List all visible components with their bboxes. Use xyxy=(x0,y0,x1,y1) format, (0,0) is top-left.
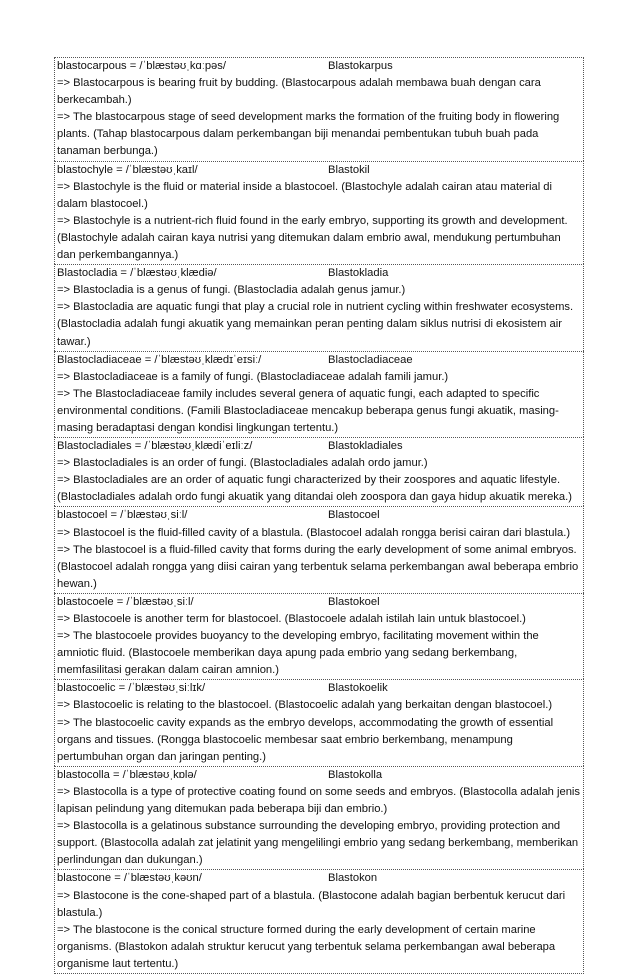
entry-term: blastocoelic = /ˈblæstəʊˌsiːlɪk/ xyxy=(57,682,206,695)
entry-term: Blastocladia = /ˈblæstəʊˌklædiə/ xyxy=(57,267,217,280)
entry-definition-1: => Blastocoel is the fluid-filled cavity of a blastula. (Blastocoel adalah rongga berisi cairan dari blastula.) xyxy=(57,526,571,539)
entry-header xyxy=(57,58,581,75)
entry-header xyxy=(57,870,581,887)
glossary-entry xyxy=(54,506,584,592)
entry-definition-1: => Blastocladiales is an order of fungi. (Blastocladiales adalah ordo jamur.) xyxy=(57,457,428,470)
glossary-entry xyxy=(54,766,584,870)
entry-term: blastocone = /ˈblæstəʊˌkəʊn/ xyxy=(57,872,202,885)
entry-translation: Blastokolla xyxy=(328,768,383,781)
entry-translation: Blastocladiaceae xyxy=(328,353,413,366)
entry-definition-2: => The blastocarpous stage of seed development marks the formation of the fruiting body in flowering plants. (Tahap blastocarpous dalam perkembangan biji menandai pembentukan tubuh buah pada tanaman berbunga.) xyxy=(57,111,560,158)
glossary-entry xyxy=(54,161,584,265)
entry-translation: Blastokladiales xyxy=(328,440,403,453)
entry-definition-1: => Blastochyle is the fluid or material inside a blastocoel. (Blastochyle adalah cairan atau material di dalam blastocoel.) xyxy=(57,180,553,210)
entry-translation: Blastokon xyxy=(328,872,378,885)
entry-header xyxy=(57,352,581,369)
entry-term: blastocoele = /ˈblæstəʊˌsiːl/ xyxy=(57,595,194,608)
entry-translation: Blastokoelik xyxy=(328,682,388,695)
glossary-entry xyxy=(54,264,584,350)
entry-header xyxy=(57,594,581,611)
entry-term: blastocoel = /ˈblæstəʊˌsiːl/ xyxy=(57,509,188,522)
glossary-entry xyxy=(54,351,584,437)
entry-definition-2: => Blastocladiales are an order of aquatic fungi characterized by their zoospores and aquatic lifestyle. (Blastocladiales adalah ordo fungi akuatik yang ditandai oleh zoospora dan gaya hidup akuatik mereka.) xyxy=(57,474,572,504)
entry-term: blastochyle = /ˈblæstəʊˌkaɪl/ xyxy=(57,163,198,176)
glossary-page xyxy=(54,57,584,974)
entry-term: Blastocladiaceae = /ˈblæstəʊˌklædɪˈeɪsiː/ xyxy=(57,353,262,366)
glossary-entry xyxy=(54,679,584,765)
entry-definition-2: => Blastocolla is a gelatinous substance surrounding the developing embryo, providing protection and support. (Blastocolla adalah zat jelatinit yang mengelilingi embrio yang sedang berkembang, memberikan perlindungan dan dukungan.) xyxy=(57,820,579,867)
entry-header xyxy=(57,162,581,179)
entry-definition-2: => The blastocoel is a fluid-filled cavity that forms during the early development of some animal embryos. (Blastocoel adalah rongga yang diisi cairan yang terbentuk selama perkembangan awal beberapa embrio hewan.) xyxy=(57,543,579,590)
entry-definition-1: => Blastocoelic is relating to the blastocoel. (Blastocoelic adalah yang berkaitan dengan blastocoel.) xyxy=(57,699,553,712)
entry-translation: Blastokoel xyxy=(328,595,380,608)
entry-term: Blastocladiales = /ˈblæstəʊˌklædiˈeɪliːz/ xyxy=(57,440,253,453)
entry-header xyxy=(57,507,581,524)
entry-header xyxy=(57,767,581,784)
glossary-entry xyxy=(54,57,584,161)
entry-definition-1: => Blastocolla is a type of protective coating found on some seeds and embryos. (Blastocolla adalah jenis lapisan pelindung yang ditemukan pada beberapa biji dan embrio.) xyxy=(57,785,581,816)
entry-definition-2: => The blastocoelic cavity expands as the embryo develops, accommodating the growth of essential organs and tissues. (Rongga blastocoelic membesar saat embrio berkembang, menampung pertumbuhan organ dan jaringan penting.) xyxy=(57,716,554,763)
entry-translation: Blastokladia xyxy=(328,267,389,280)
glossary-entry xyxy=(54,593,584,679)
glossary-entry xyxy=(54,869,584,974)
entry-definition-2: => Blastochyle is a nutrient-rich fluid found in the early embryo, supporting its growth and development. (Blastochyle adalah cairan kaya nutrisi yang ditemukan dalam embrio awal, mendukung pertumbuhan dan perkembangannya.) xyxy=(57,214,568,262)
entry-header xyxy=(57,438,581,455)
entry-definition-1: => Blastocoele is another term for blastocoel. (Blastocoele adalah istilah lain untuk blastocoel.) xyxy=(57,613,526,625)
entry-header xyxy=(57,680,581,697)
entry-definition-1: => Blastocone is the cone-shaped part of a blastula. (Blastocone adalah bagian berbentuk kerucut dari blastula.) xyxy=(57,889,566,919)
entry-definition-1: => Blastocladiaceae is a family of fungi. (Blastocladiaceae adalah famili jamur.) xyxy=(57,370,449,383)
entry-translation: Blastokarpus xyxy=(328,60,393,72)
entry-definition-1: => Blastocarpous is bearing fruit by budding. (Blastocarpous adalah membawa buah dengan cara berkecambah.) xyxy=(57,77,541,107)
entry-term: blastocolla = /ˈblæstəʊˌkɒlə/ xyxy=(57,768,197,781)
glossary-entry xyxy=(54,437,584,506)
entry-definition-2: => The blastocone is the conical structure formed during the early development of certain marine organisms. (Blastokon adalah struktur kerucut yang terbentuk selama perkembangan awal beberapa organisme laut tertentu.) xyxy=(57,923,556,970)
entry-header xyxy=(57,265,581,282)
entry-translation: Blastokil xyxy=(328,163,370,176)
entry-definition-2: => Blastocladia are aquatic fungi that play a crucial role in nutrient cycling within freshwater ecosystems. (Blastocladia adalah fungi akuatik yang memainkan peran penting dalam siklus nutrisi di ekosistem air tawar.) xyxy=(57,301,574,348)
entry-term: blastocarpous = /ˈblæstəʊˌkɑːpəs/ xyxy=(57,60,226,72)
entry-definition-2: => The blastocoele provides buoyancy to the developing embryo, facilitating movement within the amniotic fluid. (Blastocoele memberikan daya apung pada embrio yang sedang berkembang, memfasilitasi gerakan dalam cairan amnion.) xyxy=(57,630,539,677)
entry-definition-2: => The Blastocladiaceae family includes several genera of aquatic fungi, each adapted to specific environmental conditions. (Famili Blastocladiaceae mencakup beberapa genus fungi akuatik, masing-masing beradaptasi dengan kondisi lingkungan tertentu.) xyxy=(57,387,559,434)
entry-translation: Blastocoel xyxy=(328,509,380,522)
entry-definition-1: => Blastocladia is a genus of fungi. (Blastocladia adalah genus jamur.) xyxy=(57,284,406,297)
